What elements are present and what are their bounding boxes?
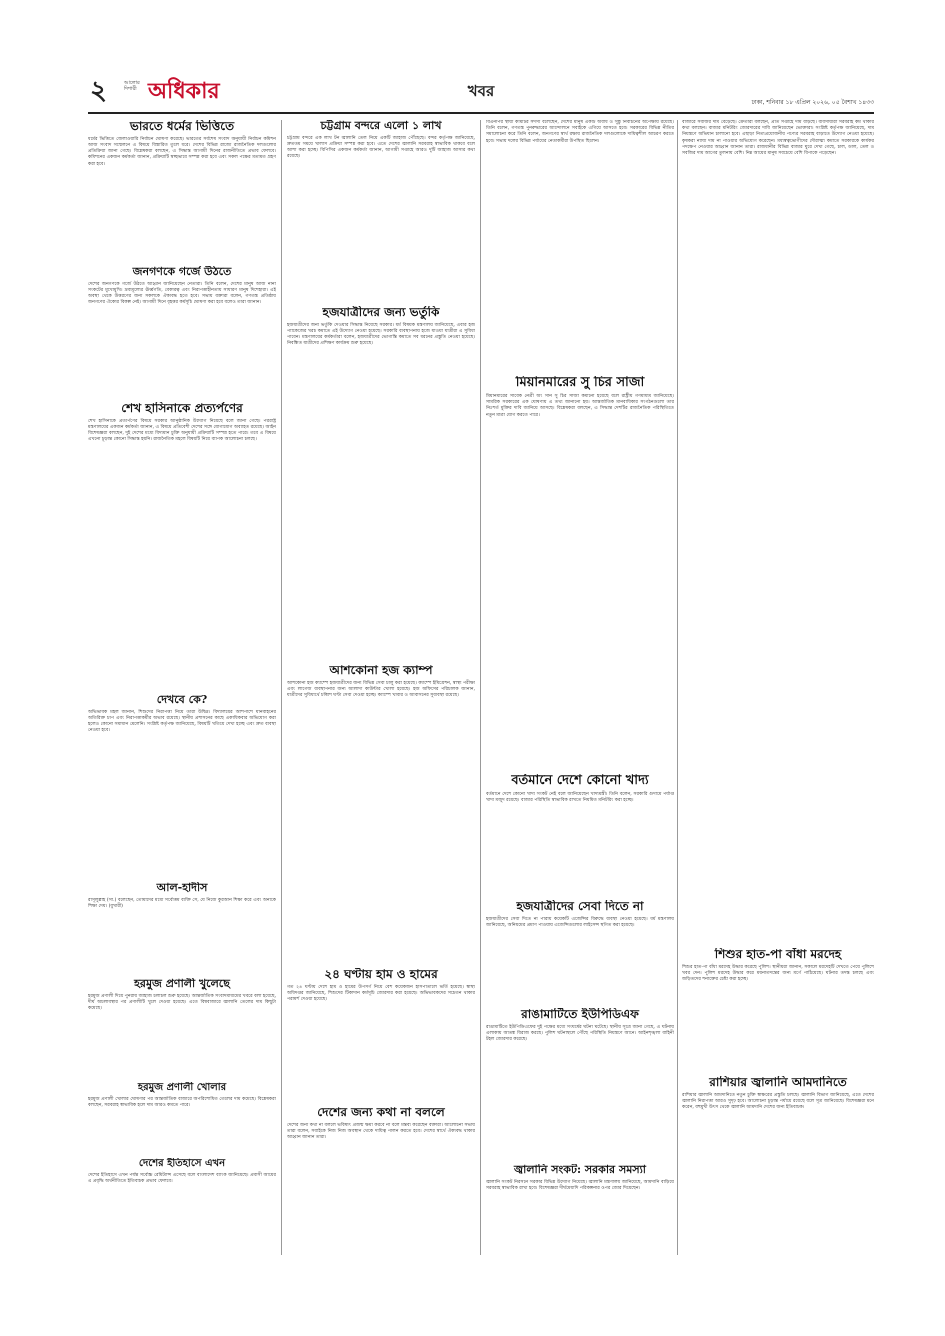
article bbox=[287, 306, 475, 656]
article bbox=[486, 120, 674, 370]
article-body: রাঙামাটিতে ইউপিডিএফের দুই পক্ষের মধ্যে সংঘর্ষের ঘটনা ঘটেছে। স্থানীয় সূত্রে জানা গেছে, এ ঘটনায় এলাকায় আতঙ্ক বিরাজ করছে। পুলিশ ঘটনাস্থলে পৌঁছে পরিস্থিতি নিয়ন্ত্রণে আনে। আইনশৃঙ্খলা বাহিনী টহল জোরদার করেছে। bbox=[486, 1024, 674, 1043]
article-body: শিশুর হাত-পা বাঁধা মরদেহ উদ্ধার করেছে পুলিশ। স্থানীয়রা জানান, সকালে মরদেহটি দেখতে পেয়ে পুলিশে খবর দেন। পুলিশ মরদেহ উদ্ধার করে ময়নাতদন্তের জন্য মর্গে পাঠিয়েছে। ঘটনার তদন্ত চলছে এবং জড়িতদের শনাক্তের চেষ্টা করা হচ্ছে। bbox=[682, 964, 874, 983]
article-body: দেশের জনগণকে গর্জে উঠতে আহ্বান জানিয়েছেন নেতারা। তিনি বলেন, দেশের মানুষ আজ নানা সংকটের মুখোমুখি। দ্রব্যমূল্যের ঊর্ধ্বগতি, বেকারত্ব এবং নিরাপত্তাহীনতায় সাধারণ মানুষ দিশেহারা। এই অবস্থা থেকে উত্তরণের জন্য সকলকে ঐক্যবদ্ধ হতে হবে। সভায় বক্তারা বলেন, গণতন্ত্র প্রতিষ্ঠায় জনগণের ঐক্যের বিকল্প নেই। আগামী দিনে বৃহত্তর কর্মসূচি ঘোষণা করা হবে বলেও তারা জানান। bbox=[88, 281, 276, 306]
headline: ২৪ ঘণ্টায় হাম ও হামের bbox=[324, 968, 438, 981]
headline: মিয়ানমারের সু চির সাজা bbox=[515, 376, 645, 390]
headline: রাঙামাটিতে ইউপিডিএফ bbox=[521, 1008, 639, 1021]
headline: হজযাত্রীদের জন্য ভর্তুকি bbox=[322, 306, 440, 319]
headline: দেশের ইতিহাসে এখন bbox=[138, 1158, 226, 1169]
dateline: ঢাকা, শনিবার ১৮ এপ্রিল ২০২৬, ০৫ বৈশাখ ১৪৩৩ bbox=[751, 99, 874, 106]
headline: হরমুজ প্রণালী খুলেছে bbox=[134, 978, 230, 990]
article-body: রাশিয়ার জ্বালানি আমদানিতে নতুন চুক্তি স্বাক্ষরের প্রস্তুতি চলছে। জ্বালানি বিভাগ জানিয়েছে, এতে দেশের জ্বালানি নিরাপত্তা আরও সুদৃঢ় হবে। আলোচনা চূড়ান্ত পর্যায়ে রয়েছে বলে সূত্র জানিয়েছে। বিশেষজ্ঞরা মনে করেন, বহুমুখী উৎস থেকে জ্বালানি আমদানি দেশের জন্য ইতিবাচক। bbox=[682, 1092, 874, 1111]
column-rule bbox=[281, 120, 282, 1255]
article-body: হরমুজ প্রণালী দিয়ে পুনরায় জাহাজ চলাচল শুরু হয়েছে। আন্তর্জাতিক সংবাদমাধ্যমের খবরে বলা হয়েছে, দীর্ঘ অচলাবস্থার পর প্রণালীটি খুলে দেওয়া হয়েছে। এতে বিশ্ববাজারে জ্বালানি তেলের দাম কিছুটা কমেছে। bbox=[88, 993, 276, 1012]
article-body: দেশের ইতিহাসে এখন পর্যন্ত সর্বোচ্চ রেমিট্যান্স এসেছে বলে বাংলাদেশ ব্যাংক জানিয়েছে। প্রবাসী আয়ের এ প্রবৃদ্ধি অর্থনীতিতে ইতিবাচক প্রভাব ফেলবে। bbox=[88, 1172, 276, 1184]
article-body: বর্তমানে দেশে কোনো খাদ্য সংকট নেই বলে জানিয়েছেন খাদ্যমন্ত্রী। তিনি বলেন, সরকারি গুদামে পর্যাপ্ত খাদ্য মজুদ রয়েছে। বাজার পরিস্থিতি স্বাভাবিক রাখতে নিয়মিত মনিটরিং করা হচ্ছে। bbox=[486, 791, 674, 804]
article-body: হরমুজ প্রণালী খোলার ঘোষণার পর আন্তর্জাতিক বাজারে অপরিশোধিত তেলের দাম কমেছে। বিশ্লেষকরা বলছেন, সরবরাহ স্বাভাবিক হলে দাম আরও কমতে পারে। bbox=[88, 1096, 276, 1108]
article-body: ধর্মের ভিত্তিতে জেলাওয়ারি নির্বাচন ঘোষণা করেছে। ভারতের সর্বশেষ সংবাদ অনুযায়ী নির্বাচন কমিশন আজ সংবাদ সম্মেলনে এ বিষয়ে বিস্তারিত তুলে ধরে। দেশের বিভিন্ন রাজ্যে রাজনৈতিক দলগুলোর প্রতিক্রিয়া জানা গেছে। বিশ্লেষকরা বলছেন, এ সিদ্ধান্ত আগামী দিনের রাজনীতিতে প্রভাব ফেলবে। কমিশনের একজন কর্মকর্তা জানান, প্রক্রিয়াটি স্বচ্ছভাবে সম্পন্ন করা হবে এবং সকল পক্ষের মতামত গ্রহণ করা হবে। bbox=[88, 136, 276, 167]
article-body: হজযাত্রীদের সেবা দিতে না পারায় কয়েকটি এজেন্সির বিরুদ্ধে ব্যবস্থা নেওয়া হয়েছে। ধর্ম মন্ত্রণালয় জানিয়েছে, অনিয়মের প্রমাণ পাওয়ায় এজেন্সিগুলোর লাইসেন্স স্থগিত করা হয়েছে। bbox=[486, 916, 674, 928]
article bbox=[682, 948, 874, 1068]
article-body: জ্বালানি সংকট নিরসনে সরকার বিভিন্ন উদ্যোগ নিয়েছে। জ্বালানি মন্ত্রণালয় জানিয়েছে, আমদানি বাড়িয়ে সরবরাহ স্বাভাবিক রাখা হবে। বিশেষজ্ঞরা দীর্ঘমেয়াদি পরিকল্পনার ওপর জোর দিয়েছেন। bbox=[486, 1179, 674, 1191]
article bbox=[486, 376, 674, 606]
headline: শিশুর হাত-পা বাঁধা মরদেহ bbox=[714, 948, 842, 961]
article bbox=[486, 1164, 674, 1256]
article bbox=[682, 120, 874, 940]
headline: হরমুজ প্রণালী খোলার bbox=[137, 1082, 227, 1093]
article bbox=[287, 968, 475, 1098]
logo-tagline: আলোর দিশারী bbox=[124, 80, 140, 92]
section-title: খবর bbox=[467, 82, 495, 100]
headline: জ্বালানি সংকট: সরকার সমস্যা bbox=[514, 1164, 646, 1176]
article-body: অভিভাবক মহল জানান, শিশুদের নিরাপত্তা নিয়ে তারা উদ্বিগ্ন। বিদ্যালয়ের আশপাশে যানবাহনের অতিরিক্ত চাপ এবং নিরাপত্তাকর্মীর অভাব রয়েছে। স্থানীয় প্রশাসনের কাছে একাধিকবার অভিযোগ করা হলেও কোনো সমাধান মেলেনি। সংশ্লিষ্ট কর্তৃপক্ষ জানিয়েছে, বিষয়টি খতিয়ে দেখা হচ্ছে এবং দ্রুত ব্যবস্থা নেওয়া হবে। bbox=[88, 709, 276, 734]
headline: হজযাত্রীদের সেবা দিতে না bbox=[516, 900, 644, 913]
column-rule bbox=[480, 120, 481, 1255]
article bbox=[486, 774, 674, 894]
article bbox=[88, 1158, 276, 1258]
logo-name: অধিকার bbox=[148, 78, 220, 104]
article-body: বাজারে সবজির দাম বেড়েছে। ক্রেতারা বলছেন, প্রতি সপ্তাহে দাম বাড়ছে। ব্যবসায়ীরা সরবরাহ কম থাকার কথা বলছেন। বাজার মনিটরিং জোরদারের দাবি জানিয়েছেন ভোক্তারা। সংশ্লিষ্ট কর্তৃপক্ষ জানিয়েছে, দাম নিয়ন্ত্রণে অভিযান চালানো হবে। এছাড়া নিত্যপ্রয়োজনীয় পণ্যের সরবরাহ বাড়াতে উদ্যোগ নেওয়া হয়েছে। কৃষকরা ন্যায্য দাম না পাওয়ার অভিযোগ করেছেন। মধ্যস্বত্বভোগীদের দৌরাত্ম্য কমাতে সরকারকে কার্যকর পদক্ষেপ নেওয়ার আহ্বান জানান তারা। রাজধানীর বিভিন্ন বাজার ঘুরে দেখা গেছে, চাল, ডাল, তেল ও সবজির দাম আগের তুলনায় বেশি। নিম্ন আয়ের মানুষ সবচেয়ে বেশি বিপাকে পড়েছেন। bbox=[682, 120, 874, 157]
article bbox=[88, 978, 276, 1078]
article bbox=[88, 1082, 276, 1152]
article bbox=[287, 120, 475, 296]
article bbox=[486, 1008, 674, 1158]
article-body: আশকোনা হজ ক্যাম্পে হজযাত্রীদের জন্য বিভিন্ন সেবা চালু করা হয়েছে। ক্যাম্পে ইমিগ্রেশন, স্বাস্থ্য পরীক্ষা এবং লাগেজ ব্যবস্থাপনার জন্য আলাদা কাউন্টার খোলা হয়েছে। হজ অফিসের পরিচালক জানান, যাত্রীদের সুবিধার্থে চব্বিশ ঘণ্টা সেবা দেওয়া হচ্ছে। ক্যাম্পে খাবার ও আবাসনের সুব্যবস্থা রয়েছে। bbox=[287, 680, 475, 699]
headline: দেখবে কে? bbox=[156, 694, 208, 706]
newspaper-page bbox=[88, 74, 874, 1259]
headline: বর্তমানে দেশে কোনো খাদ্য bbox=[511, 774, 649, 788]
article-body: শেখ হাসিনাকে প্রত্যর্পণের বিষয়ে সরকার আনুষ্ঠানিক উদ্যোগ নিয়েছে বলে জানা গেছে। পররাষ্ট্র মন্ত্রণালয়ের একজন কর্মকর্তা জানান, এ বিষয়ে প্রতিবেশী দেশের সঙ্গে যোগাযোগ অব্যাহত রয়েছে। আইন বিশেষজ্ঞরা বলছেন, দুই দেশের মধ্যে বিদ্যমান চুক্তি অনুযায়ী প্রক্রিয়াটি সম্পন্ন হতে পারে। তবে এ বিষয়ে এখনো চূড়ান্ত কোনো সিদ্ধান্ত হয়নি। রাজনৈতিক মহলে বিষয়টি নিয়ে ব্যাপক আলোচনা চলছে। bbox=[88, 418, 276, 443]
article-body: হজযাত্রীদের জন্য ভর্তুকি দেওয়ার সিদ্ধান্ত নিয়েছে সরকার। ধর্ম বিষয়ক মন্ত্রণালয় জানিয়েছে, এবার হজ প্যাকেজের খরচ কমাতে এই উদ্যোগ নেওয়া হয়েছে। সরকারি ব্যবস্থাপনায় হজে যাওয়া যাত্রীরা এ সুবিধা পাবেন। মন্ত্রণালয়ের কর্মকর্তারা বলেন, হজযাত্রীদের ভোগান্তি কমাতে সব ধরনের প্রস্তুতি নেওয়া হয়েছে। নিবন্ধিত যাত্রীদের প্রশিক্ষণ কার্যক্রম শুরু হয়েছে। bbox=[287, 322, 475, 347]
headline: চট্টগ্রাম বন্দরে এলো ১ লাখ bbox=[320, 120, 442, 132]
article bbox=[88, 882, 276, 972]
article-body: দেশের জন্য কথা না বললে ভবিষ্যৎ প্রজন্ম ক্ষমা করবে না বলে মন্তব্য করেছেন বক্তারা। আলোচনা সভায় তারা বলেন, সবাইকে নিজ নিজ অবস্থান থেকে দায়িত্ব পালন করতে হবে। দেশের স্বার্থে ঐক্যবদ্ধ থাকার আহ্বান জানান তারা। bbox=[287, 1122, 475, 1141]
article bbox=[88, 266, 276, 396]
headline: আল-হাদীস bbox=[156, 882, 208, 894]
headline: ভারতে ধর্মের ভিত্তিতে bbox=[129, 120, 235, 133]
article bbox=[287, 1106, 475, 1256]
article-body: মিয়ানমারের সাবেক নেত্রী অং সান সু চির সাজা কমানো হয়েছে বলে রাষ্ট্রীয় গণমাধ্যম জানিয়েছে। সামরিক সরকারের এক ঘোষণায় এ তথ্য জানানো হয়। আন্তর্জাতিক মানবাধিকার সংগঠনগুলো তার নিঃশর্ত মুক্তির দাবি জানিয়ে আসছে। বিশ্লেষকরা বলছেন, এ সিদ্ধান্ত দেশটির রাজনৈতিক পরিস্থিতিতে নতুন মাত্রা যোগ করতে পারে। bbox=[486, 393, 674, 418]
headline: জনগণকে গর্জে উঠতে bbox=[132, 266, 232, 278]
article-body: গত ২৪ ঘণ্টায় দেশে হাম ও হামের উপসর্গ নিয়ে বেশ কয়েকজন হাসপাতালে ভর্তি হয়েছে। স্বাস্থ্য অধিদপ্তর জানিয়েছে, শিশুদের টিকাদান কর্মসূচি জোরদার করা হয়েছে। অভিভাবকদের সচেতন থাকার পরামর্শ দেওয়া হয়েছে। bbox=[287, 984, 475, 1003]
article bbox=[287, 664, 475, 962]
article bbox=[88, 120, 276, 260]
page-number: ২ bbox=[90, 76, 107, 106]
column-rule bbox=[677, 120, 678, 1255]
article bbox=[486, 900, 674, 1000]
article bbox=[88, 694, 276, 864]
masthead bbox=[88, 74, 874, 114]
headline: আশকোনা হজ ক্যাম্প bbox=[329, 664, 433, 677]
headline: দেশের জন্য কথা না বললে bbox=[317, 1106, 445, 1119]
article bbox=[682, 1076, 874, 1256]
article-body: রাসূলুল্লাহ (সা.) বলেছেন, তোমাদের মধ্যে সর্বোত্তম ব্যক্তি সে, যে নিজে কুরআন শিক্ষা করে এবং অন্যকে শিক্ষা দেয়। (বুখারী) bbox=[88, 897, 276, 909]
headline: শেখ হাসিনাকে প্রত্যর্পণের bbox=[121, 402, 243, 415]
article bbox=[88, 402, 276, 662]
headline: রাশিয়ার জ্বালানি আমদানিতে bbox=[709, 1076, 847, 1089]
article-body: চট্টগ্রাম বন্দরে এক লাখ টন জ্বালানি তেল নিয়ে একটি জাহাজ পৌঁছেছে। বন্দর কর্তৃপক্ষ জানিয়েছে, দ্রুততম সময়ে খালাস প্রক্রিয়া সম্পন্ন করা হবে। এতে দেশের জ্বালানি সরবরাহ স্বাভাবিক থাকবে বলে আশা করা হচ্ছে। বিপিসির একজন কর্মকর্তা জানান, আগামী সপ্তাহে আরও দুটি জাহাজ আসার কথা রয়েছে। bbox=[287, 135, 475, 160]
article-body: বিএনপির স্থায়ী কমিটির সদস্য বলেছেন, দেশের মানুষ একটি অবাধ ও সুষ্ঠু নির্বাচনের অপেক্ষায় রয়েছে। তিনি বলেন, গণতন্ত্র পুনরুদ্ধারের আন্দোলনে সবাইকে এগিয়ে আসতে হবে। সরকারের বিভিন্ন নীতির সমালোচনা করে তিনি বলেন, জনগণের স্বার্থ রক্ষায় রাজনৈতিক দলগুলোকে দায়িত্বশীল আচরণ করতে হবে। সভায় দলের বিভিন্ন পর্যায়ের নেতাকর্মীরা উপস্থিত ছিলেন। bbox=[486, 120, 674, 144]
